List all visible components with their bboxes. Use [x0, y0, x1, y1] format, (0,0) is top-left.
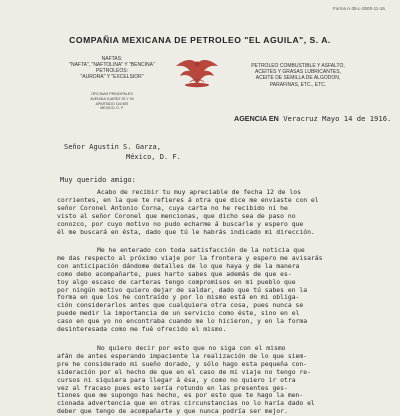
right-line: ACEITES Y GRASAS LUBRICANTES, [255, 69, 341, 76]
text-line: señor Coronel Antonio Corna, cuya carta no he recibido ni he [57, 204, 288, 212]
text-line: afán de antes esperando impaciente la realización de lo que siem- [57, 352, 308, 360]
eagle-logo-icon [172, 56, 222, 90]
text-line: forma en que los he contraído y por lo mismo está en mi obliga- [57, 294, 300, 302]
paragraph-3 [57, 345, 375, 416]
text-line: cursos ni siquiera para llegar á ésa, y como no quiero ir otra [57, 376, 296, 384]
office-line: AVENIDA JUAREZ 92 Y 94 [90, 96, 134, 101]
text-line: Me he enterado con toda satisfacción de la noticia que [97, 247, 305, 254]
addressee [64, 143, 181, 162]
right-line: PARAFINAS, ETC., ETC. [269, 81, 327, 88]
office-line: APARTADO 116 BIS [95, 101, 129, 106]
right-line: PETROLEO COMBUSTIBLE Y ASFALTO, [251, 63, 345, 69]
agencia-label: AGENCIA EN [234, 114, 279, 123]
text-line: él me buscará en ésta, dado que tú le habrás indicado mi dirección. [57, 228, 315, 236]
text-line: sideración por el hecho de que en el caso de mi viaje no tengo re- [57, 368, 311, 376]
text-line: No quiero decir por esto que no siga con el mismo [97, 345, 286, 352]
text-line: cionada advertencia que en otras circunstancias no lo haría dado el [57, 400, 315, 408]
text-line: toy algo escaso de carteras tengo compromisos en mi pueblo que [57, 278, 296, 286]
place-date: Veracruz Mayo 14 de 1916. [283, 114, 392, 123]
text-line: como debo acompañarte, pues harto sabes que además de que es- [57, 270, 292, 278]
text-line: caso en que yo no encontraba cuando me lo hicieron, y en la forma [57, 318, 308, 326]
text-line: me das respecto al próximo viaje por la frontera y espero me avisarás [57, 254, 323, 262]
text-line: corrientes, en la que te refieres á otra que dice me enviaste con el [57, 196, 319, 204]
paragraph-1 [57, 189, 375, 236]
form-code: Forma A-35-L-2500-11-16. [333, 6, 386, 11]
company-name: COMPAÑIA MEXICANA DE PETROLEO "EL AGUILA", S. A. [69, 35, 331, 45]
text-line: vez al fracaso pues esto sería rotundo en las presentes ges- [57, 384, 288, 392]
products-right-block [228, 63, 368, 88]
left-line: "NAFTA", "NAFTOLINA" Y "BENCINA" [69, 62, 155, 68]
offices-block [58, 92, 166, 111]
date-line [234, 114, 391, 123]
text-line: por ningún motivo quiero dejar de saldar, dado que tú sabes en la [57, 286, 308, 294]
text-line: desinteresada como me fué ofrecido el mismo. [57, 326, 227, 334]
text-line: puede medir la importancia de un servicio como éste, sino en el [57, 310, 300, 318]
text-line: tiones que me supongo has hecho, es por esto que te hago la men- [57, 392, 304, 400]
text-line: deber que tengo de acompañarte y que nunca podría ser mejor. [57, 408, 288, 416]
salutation: Muy querido amigo: [60, 176, 136, 184]
right-line: ACEITE DE SEMILLA DE ALGODON, [255, 75, 341, 82]
addressee-name: Señor Agustin S. Garza, [64, 143, 161, 151]
office-line: MEXICO, D. F. [100, 106, 124, 111]
left-line: "AURORA" Y "EXCELSIOR" [80, 74, 144, 80]
text-line: Acabo de recibir tu muy apreciable de fecha 12 de los [97, 189, 301, 196]
left-line: NAFTAS: [101, 56, 123, 62]
text-line: conozco, por cuyo motivo no pudo echarme á buscarle y espero que [57, 220, 304, 228]
text-line: ción considerarlos antes que cualquiera otra cosa, pues nunca se [57, 302, 304, 310]
text-line: con anticipación dándome detalles de lo que haya y de la manera [57, 262, 300, 270]
text-line: visto al señor Coronel que mencionas, que dicho sea de paso no [57, 212, 296, 220]
products-left-block [58, 56, 166, 80]
text-line: pre he considerado mi sueño dorado, y sólo hago esta pequeña con- [57, 360, 308, 368]
paragraph-2 [57, 247, 375, 334]
office-line: OFICINAS PRINCIPALES [91, 92, 133, 96]
left-line: PETROLEOS: [96, 68, 128, 74]
addressee-city: México, D. F. [126, 152, 181, 161]
